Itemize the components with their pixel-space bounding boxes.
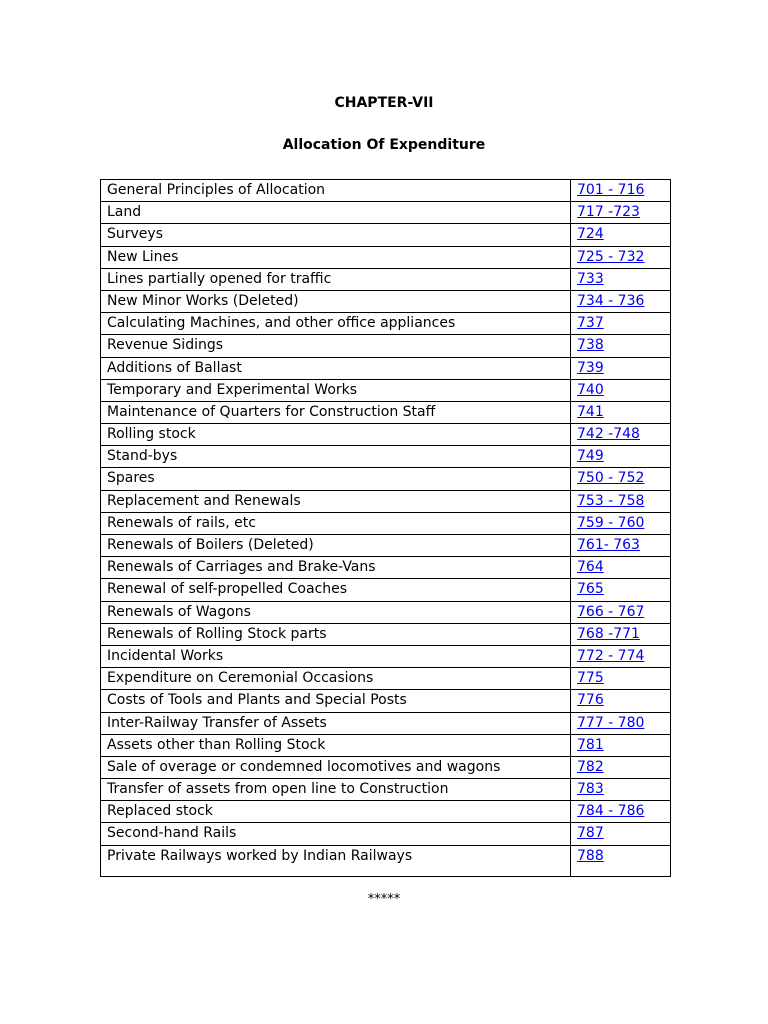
subject-cell: Incidental Works: [101, 645, 571, 667]
paragraph-link[interactable]: 766 - 767: [577, 603, 645, 620]
table-row: [101, 313, 671, 335]
paragraph-link[interactable]: 788: [577, 847, 604, 864]
paragraph-link[interactable]: 739: [577, 359, 604, 376]
subject-cell: General Principles of Allocation: [101, 180, 571, 202]
paragraph-cell: [571, 690, 671, 712]
paragraph-cell: [571, 535, 671, 557]
table-row: [101, 623, 671, 645]
subject-cell: Renewals of Carriages and Brake-Vans: [101, 557, 571, 579]
subject-cell: New Minor Works (Deleted): [101, 290, 571, 312]
paragraph-link[interactable]: 764: [577, 559, 604, 576]
table-row: [101, 801, 671, 823]
paragraph-link[interactable]: 725 - 732: [577, 248, 645, 265]
table-row: [101, 779, 671, 801]
table-row: [101, 246, 671, 268]
table-row: [101, 290, 671, 312]
subject-cell: Maintenance of Quarters for Construction Staff: [101, 401, 571, 423]
paragraph-cell: [571, 446, 671, 468]
subject-cell: New Lines: [101, 246, 571, 268]
table-row: [101, 756, 671, 778]
subject-cell: Private Railways worked by Indian Railways: [101, 845, 571, 876]
table-row: [101, 446, 671, 468]
paragraph-link[interactable]: 783: [577, 781, 604, 798]
paragraph-link[interactable]: 724: [577, 226, 604, 243]
table-row: [101, 401, 671, 423]
paragraph-cell: [571, 357, 671, 379]
paragraph-cell: [571, 623, 671, 645]
subject-cell: Assets other than Rolling Stock: [101, 734, 571, 756]
table-row: [101, 712, 671, 734]
table-row: [101, 690, 671, 712]
subject-cell: Surveys: [101, 224, 571, 246]
paragraph-cell: [571, 290, 671, 312]
table-row: [101, 512, 671, 534]
paragraph-cell: [571, 756, 671, 778]
table-row: [101, 557, 671, 579]
paragraph-cell: [571, 246, 671, 268]
subject-cell: Lines partially opened for traffic: [101, 268, 571, 290]
table-row: [101, 180, 671, 202]
paragraph-link[interactable]: 787: [577, 825, 604, 842]
table-row: [101, 490, 671, 512]
table-row: [101, 579, 671, 601]
subject-cell: Additions of Ballast: [101, 357, 571, 379]
subject-cell: Renewals of Boilers (Deleted): [101, 535, 571, 557]
paragraph-link[interactable]: 734 - 736: [577, 292, 645, 309]
table-row: [101, 202, 671, 224]
table-row: [101, 734, 671, 756]
paragraph-cell: [571, 401, 671, 423]
paragraph-link[interactable]: 750 - 752: [577, 470, 645, 487]
paragraph-cell: [571, 490, 671, 512]
paragraph-link[interactable]: 737: [577, 315, 604, 332]
paragraph-link[interactable]: 781: [577, 736, 604, 753]
paragraph-cell: [571, 712, 671, 734]
paragraph-link[interactable]: 753 - 758: [577, 492, 645, 509]
paragraph-cell: [571, 734, 671, 756]
paragraph-link[interactable]: 738: [577, 337, 604, 354]
paragraph-link[interactable]: 761- 763: [577, 537, 640, 553]
table-row: [101, 335, 671, 357]
subject-cell: Rolling stock: [101, 424, 571, 446]
table-row: [101, 535, 671, 557]
subject-cell: Stand-bys: [101, 446, 571, 468]
paragraph-cell: [571, 313, 671, 335]
subject-cell: Inter-Railway Transfer of Assets: [101, 712, 571, 734]
paragraph-link[interactable]: 701 - 716: [577, 182, 645, 198]
paragraph-link[interactable]: 759 - 760: [577, 514, 645, 531]
paragraph-link[interactable]: 742 -748: [577, 426, 640, 443]
table-row: [101, 224, 671, 246]
paragraph-link[interactable]: 784 - 786: [577, 803, 645, 820]
paragraph-link[interactable]: 772 - 774: [577, 647, 645, 664]
paragraph-link[interactable]: 765: [577, 581, 604, 598]
table-row: [101, 379, 671, 401]
paragraph-cell: [571, 823, 671, 845]
subject-cell: Transfer of assets from open line to Construction: [101, 779, 571, 801]
paragraph-link[interactable]: 776: [577, 692, 604, 709]
paragraph-link[interactable]: 749: [577, 448, 604, 465]
paragraph-cell: [571, 512, 671, 534]
table-row: [101, 668, 671, 690]
paragraph-cell: [571, 779, 671, 801]
paragraph-cell: [571, 579, 671, 601]
subject-cell: Second-hand Rails: [101, 823, 571, 845]
subject-cell: Renewals of Wagons: [101, 601, 571, 623]
paragraph-cell: [571, 468, 671, 490]
paragraph-cell: [571, 801, 671, 823]
table-row: [101, 424, 671, 446]
paragraph-link[interactable]: 733: [577, 270, 604, 287]
paragraph-cell: [571, 202, 671, 224]
subject-cell: Temporary and Experimental Works: [101, 379, 571, 401]
paragraph-cell: [571, 268, 671, 290]
table-row: [101, 645, 671, 667]
paragraph-cell: [571, 379, 671, 401]
contents-table: [100, 179, 671, 877]
subject-cell: Calculating Machines, and other office appliances: [101, 313, 571, 335]
paragraph-cell: [571, 557, 671, 579]
paragraph-cell: [571, 668, 671, 690]
paragraph-cell: [571, 180, 671, 202]
subject-cell: Renewals of Rolling Stock parts: [101, 623, 571, 645]
table-row: [101, 357, 671, 379]
paragraph-link[interactable]: 775: [577, 670, 604, 687]
paragraph-link[interactable]: 717 -723: [577, 204, 640, 221]
subject-cell: Revenue Sidings: [101, 335, 571, 357]
subject-cell: Land: [101, 202, 571, 224]
end-marker: *****: [367, 892, 401, 907]
paragraph-cell: [571, 601, 671, 623]
table-row: [101, 845, 671, 876]
paragraph-link[interactable]: 740: [577, 381, 604, 398]
subject-cell: Replaced stock: [101, 801, 571, 823]
paragraph-cell: [571, 845, 671, 876]
subject-cell: Renewals of rails, etc: [101, 512, 571, 534]
subject-cell: Expenditure on Ceremonial Occasions: [101, 668, 571, 690]
section-title: Allocation Of Expenditure: [282, 137, 486, 153]
table-row: [101, 823, 671, 845]
subject-cell: Replacement and Renewals: [101, 490, 571, 512]
contents-table-body: [101, 180, 671, 877]
paragraph-cell: [571, 335, 671, 357]
subject-cell: Spares: [101, 468, 571, 490]
subject-cell: Costs of Tools and Plants and Special Posts: [101, 690, 571, 712]
table-row: [101, 268, 671, 290]
paragraph-link[interactable]: 782: [577, 758, 604, 775]
subject-cell: Sale of overage or condemned locomotives and wagons: [101, 756, 571, 778]
subject-cell: Renewal of self-propelled Coaches: [101, 579, 571, 601]
paragraph-link[interactable]: 768 -771: [577, 625, 640, 642]
paragraph-link[interactable]: 777 - 780: [577, 714, 645, 731]
paragraph-cell: [571, 224, 671, 246]
paragraph-cell: [571, 424, 671, 446]
table-row: [101, 601, 671, 623]
chapter-heading: CHAPTER-VII: [334, 95, 434, 111]
paragraph-cell: [571, 645, 671, 667]
paragraph-link[interactable]: 741: [577, 403, 604, 420]
table-row: [101, 468, 671, 490]
